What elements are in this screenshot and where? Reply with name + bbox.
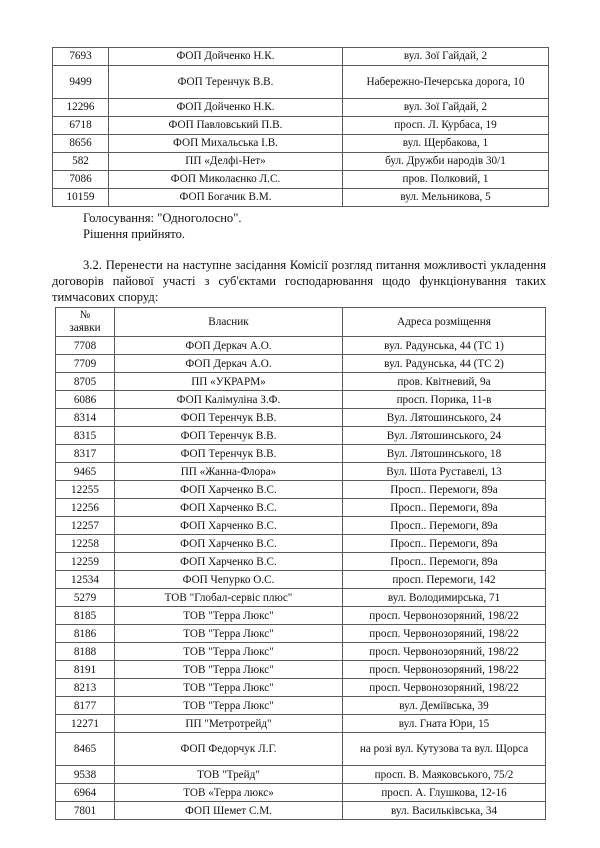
column-header-address: Адреса розміщення <box>343 308 546 337</box>
cell-application-number: 8191 <box>56 661 115 679</box>
cell-address: просп. Червонозоряний, 198/22 <box>343 625 546 643</box>
table-header-row <box>56 308 546 337</box>
cell-application-number: 7709 <box>56 355 115 373</box>
cell-application-number: 8185 <box>56 607 115 625</box>
cell-address: вул. Володимирська, 71 <box>343 589 546 607</box>
cell-owner: ФОП Дойченко Н.К. <box>109 48 343 66</box>
cell-application-number: 8188 <box>56 643 115 661</box>
cell-owner: ПП «УКРАРМ» <box>115 373 343 391</box>
cell-application-number: 12255 <box>56 481 115 499</box>
cell-address: пров. Квітневий, 9а <box>343 373 546 391</box>
cell-owner: ФОП Чепурко О.С. <box>115 571 343 589</box>
cell-address: просп. Червонозоряний, 198/22 <box>343 643 546 661</box>
postponed-applications-table <box>55 307 546 820</box>
cell-application-number: 9499 <box>53 66 109 99</box>
cell-address: вул. Радунська, 44 (ТС 1) <box>343 337 546 355</box>
cell-address: на розі вул. Кутузова та вул. Щорса <box>343 733 546 766</box>
table-row <box>53 48 549 66</box>
table-two-body <box>56 337 546 820</box>
cell-address: Вул. Шота Руставелі, 13 <box>343 463 546 481</box>
cell-address: просп. Червонозоряний, 198/22 <box>343 661 546 679</box>
cell-address: вул. Радунська, 44 (ТС 2) <box>343 355 546 373</box>
table-row <box>56 625 546 643</box>
cell-address: просп. Порика, 11-в <box>343 391 546 409</box>
cell-owner: ПП "Метротрейд" <box>115 715 343 733</box>
cell-owner: ФОП Шемет С.М. <box>115 802 343 820</box>
table-row <box>53 117 549 135</box>
cell-application-number: 8213 <box>56 679 115 697</box>
cell-address: Просп.. Перемоги, 89а <box>343 517 546 535</box>
cell-application-number: 8314 <box>56 409 115 427</box>
table-row <box>56 715 546 733</box>
cell-application-number: 8656 <box>53 135 109 153</box>
cell-address: Вул. Лятошинського, 24 <box>343 427 546 445</box>
table-row <box>56 409 546 427</box>
table-row <box>56 337 546 355</box>
cell-application-number: 12534 <box>56 571 115 589</box>
cell-owner: ФОП Теренчук В.В. <box>115 427 343 445</box>
table-row <box>56 517 546 535</box>
table-row <box>56 391 546 409</box>
cell-address: Просп.. Перемоги, 89а <box>343 553 546 571</box>
cell-owner: ФОП Теренчук В.В. <box>115 445 343 463</box>
cell-owner: ФОП Богачик В.М. <box>109 189 343 207</box>
cell-owner: ФОП Харченко В.С. <box>115 499 343 517</box>
approved-applications-table <box>52 47 549 207</box>
cell-application-number: 7801 <box>56 802 115 820</box>
cell-owner: ТОВ "Терра Люкс" <box>115 697 343 715</box>
cell-application-number: 8705 <box>56 373 115 391</box>
cell-application-number: 8317 <box>56 445 115 463</box>
column-header-number-line1: № <box>79 309 91 321</box>
cell-application-number: 8465 <box>56 733 115 766</box>
cell-address: вул. Мельникова, 5 <box>343 189 549 207</box>
cell-address: просп. В. Маяковського, 75/2 <box>343 766 546 784</box>
voting-result-block <box>83 211 513 243</box>
cell-application-number: 12257 <box>56 517 115 535</box>
cell-application-number: 8177 <box>56 697 115 715</box>
cell-application-number: 6718 <box>53 117 109 135</box>
cell-owner: ПП «Делфі-Нет» <box>109 153 343 171</box>
column-header-owner: Власник <box>115 308 343 337</box>
table-row <box>56 445 546 463</box>
voting-line: Голосування: "Одноголосно". <box>83 211 242 225</box>
cell-address: Набережно-Печерська дорога, 10 <box>343 66 549 99</box>
cell-application-number: 6964 <box>56 784 115 802</box>
table-row <box>56 373 546 391</box>
cell-owner: ФОП Теренчук В.В. <box>109 66 343 99</box>
table-row <box>56 481 546 499</box>
cell-owner: ФОП Теренчук В.В. <box>115 409 343 427</box>
cell-application-number: 6086 <box>56 391 115 409</box>
cell-owner: ТОВ "Терра Люкс" <box>115 661 343 679</box>
cell-address: просп. Л. Курбаса, 19 <box>343 117 549 135</box>
cell-address: Просп.. Перемоги, 89а <box>343 535 546 553</box>
table-row <box>56 571 546 589</box>
cell-application-number: 10159 <box>53 189 109 207</box>
cell-owner: ФОП Калімуліна З.Ф. <box>115 391 343 409</box>
cell-application-number: 12258 <box>56 535 115 553</box>
cell-application-number: 12271 <box>56 715 115 733</box>
table-one-body <box>53 48 549 207</box>
table-row <box>56 553 546 571</box>
cell-application-number: 582 <box>53 153 109 171</box>
cell-address: Просп.. Перемоги, 89а <box>343 481 546 499</box>
cell-address: бул. Дружби народів 30/1 <box>343 153 549 171</box>
cell-owner: ФОП Харченко В.С. <box>115 535 343 553</box>
cell-owner: ФОП Павловський П.В. <box>109 117 343 135</box>
cell-address: Вул. Лятошинського, 18 <box>343 445 546 463</box>
cell-address: просп. Червонозоряний, 198/22 <box>343 679 546 697</box>
cell-owner: ТОВ "Терра Люкс" <box>115 643 343 661</box>
cell-address: просп. Червонозоряний, 198/22 <box>343 607 546 625</box>
cell-address: вул. Зої Гайдай, 2 <box>343 99 549 117</box>
cell-address: просп. Перемоги, 142 <box>343 571 546 589</box>
table-row <box>53 99 549 117</box>
table-row <box>56 679 546 697</box>
table-row <box>56 643 546 661</box>
table-row <box>56 499 546 517</box>
table-row <box>56 463 546 481</box>
decision-line: Рішення прийнято. <box>83 226 186 241</box>
cell-address: вул. Гната Юри, 15 <box>343 715 546 733</box>
cell-address: пров. Полковий, 1 <box>343 171 549 189</box>
table-row <box>56 355 546 373</box>
table-row <box>56 784 546 802</box>
cell-owner: ФОП Харченко В.С. <box>115 517 343 535</box>
cell-address: вул. Деміївська, 39 <box>343 697 546 715</box>
cell-application-number: 12296 <box>53 99 109 117</box>
cell-application-number: 5279 <box>56 589 115 607</box>
cell-address: Вул. Лятошинського, 24 <box>343 409 546 427</box>
cell-owner: ФОП Дойченко Н.К. <box>109 99 343 117</box>
table-two-head <box>56 308 546 337</box>
table-row <box>56 427 546 445</box>
cell-application-number: 8315 <box>56 427 115 445</box>
table-row <box>56 766 546 784</box>
column-header-number <box>56 308 115 337</box>
cell-owner: ТОВ "Глобал-сервіс плюс" <box>115 589 343 607</box>
table-row <box>53 135 549 153</box>
table-row <box>56 733 546 766</box>
table-row <box>56 607 546 625</box>
table-row <box>56 661 546 679</box>
cell-application-number: 12256 <box>56 499 115 517</box>
cell-owner: ТОВ «Терра люкс» <box>115 784 343 802</box>
table-row <box>53 66 549 99</box>
cell-application-number: 7693 <box>53 48 109 66</box>
cell-owner: ТОВ "Терра Люкс" <box>115 607 343 625</box>
cell-address: вул. Зої Гайдай, 2 <box>343 48 549 66</box>
table-row <box>56 697 546 715</box>
agenda-item-3-2-paragraph: 3.2. Перенести на наступне засідання Комісії розгляд питання можливості укладення договорів пайової участі з суб'єктами господарювання щодо функціонування таких тимчасових споруд: <box>52 258 546 304</box>
cell-owner: ФОП Харченко В.С. <box>115 553 343 571</box>
cell-address: вул. Щербакова, 1 <box>343 135 549 153</box>
table-row <box>56 535 546 553</box>
table-row <box>53 171 549 189</box>
table-row <box>53 153 549 171</box>
cell-owner: ФОП Харченко В.С. <box>115 481 343 499</box>
cell-owner: ФОП Деркач А.О. <box>115 355 343 373</box>
cell-owner: ТОВ "Трейд" <box>115 766 343 784</box>
cell-owner: ТОВ "Терра Люкс" <box>115 625 343 643</box>
cell-address: просп. А. Глушкова, 12-16 <box>343 784 546 802</box>
cell-application-number: 9538 <box>56 766 115 784</box>
cell-address: Просп.. Перемоги, 89а <box>343 499 546 517</box>
table-row <box>56 589 546 607</box>
cell-application-number: 8186 <box>56 625 115 643</box>
cell-application-number: 12259 <box>56 553 115 571</box>
cell-owner: ФОП Миколаєнко Л.С. <box>109 171 343 189</box>
cell-owner: ПП «Жанна-Флора» <box>115 463 343 481</box>
cell-owner: ТОВ "Терра Люкс" <box>115 679 343 697</box>
table-row <box>56 802 546 820</box>
cell-application-number: 7086 <box>53 171 109 189</box>
cell-address: вул. Васильківська, 34 <box>343 802 546 820</box>
cell-owner: ФОП Михальська І.В. <box>109 135 343 153</box>
table-row <box>53 189 549 207</box>
cell-application-number: 7708 <box>56 337 115 355</box>
cell-application-number: 9465 <box>56 463 115 481</box>
cell-owner: ФОП Деркач А.О. <box>115 337 343 355</box>
column-header-number-line2: заявки <box>69 322 101 335</box>
cell-owner: ФОП Федорчук Л.Г. <box>115 733 343 766</box>
